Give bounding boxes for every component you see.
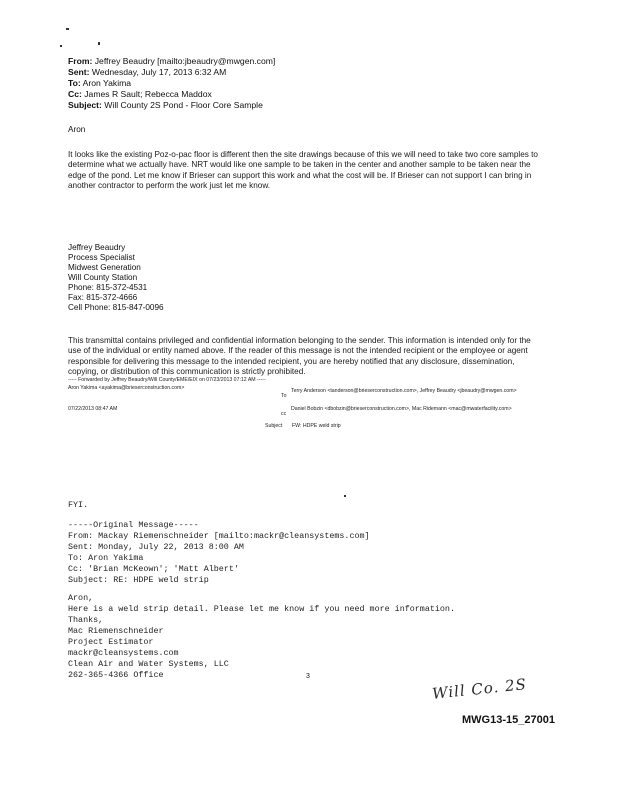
email-cc-row: [68, 89, 212, 99]
original-sig-company: Clean Air and Water Systems, LLC: [68, 659, 229, 669]
original-sig-title: Project Estimator: [68, 637, 154, 647]
page-number: 3: [306, 673, 310, 680]
original-greeting: Aron,: [68, 593, 94, 603]
forward-cc-label: cc: [281, 411, 287, 417]
forward-to-label: To: [281, 393, 287, 399]
email-cc-value: James R Sault; Rebecca Maddox: [84, 89, 212, 99]
signature-phone: Phone: 815-372-4531: [68, 283, 148, 292]
original-body: Here is a weld strip detail. Please let me know if you need more information.: [68, 604, 455, 614]
scan-speck: [98, 42, 100, 45]
scan-speck: [344, 495, 346, 497]
original-subject: Subject: RE: HDPE weld strip: [68, 575, 209, 585]
signature-cell: Cell Phone: 815-847-0096: [68, 303, 164, 312]
email-to-label: To:: [68, 78, 81, 88]
email-sent-value: Wednesday, July 17, 2013 6:32 AM: [91, 67, 227, 77]
original-cc: Cc: 'Brian McKeown'; 'Matt Albert': [68, 564, 239, 574]
original-from: From: Mackay Riemenschneider [mailto:mackr@cleansystems.com]: [68, 531, 370, 541]
email-from-row: [68, 56, 275, 66]
email-cc-label: Cc:: [68, 89, 82, 99]
scan-speck: [66, 28, 69, 30]
forward-line: ----- Forwarded by Jeffrey Beaudry/Will County/EME/EIX on 07/23/2013 07:12 AM -----: [68, 377, 266, 383]
email-body: It looks like the existing Poz-o-pac floor is different then the site drawings because of this we will need to take two core samples to determine what we actually have. NRT would like one sample to be taken in the center and another sample to be taken near the edge of the pond. Let me know if Brieser can support this work and what the cost will be. If Brieser can not support I can bring in another contractor to perform the work just let me know.: [68, 150, 538, 191]
original-sig-email: mackr@cleansystems.com: [68, 648, 179, 658]
forward-subject-value: FW: HDPE weld strip: [292, 423, 341, 429]
email-subject-row: [68, 100, 263, 110]
email-sent-label: Sent:: [68, 67, 90, 77]
scan-speck: [60, 45, 62, 47]
signature-fax: Fax: 815-372-4666: [68, 293, 138, 302]
signature-company: Midwest Generation: [68, 263, 141, 272]
original-sig-phone: 262-365-4366 Office: [68, 670, 164, 680]
email-greeting: Aron: [68, 125, 86, 134]
original-sent: Sent: Monday, July 22, 2013 8:00 AM: [68, 542, 244, 552]
signature-name: Jeffrey Beaudry: [68, 243, 126, 252]
email-subject-value: Will County 2S Pond - Floor Core Sample: [104, 100, 263, 110]
signature-station: Will County Station: [68, 273, 138, 282]
forward-date: 07/22/2013 08:47 AM: [68, 406, 118, 412]
email-to-value: Aron Yakima: [82, 78, 132, 88]
original-message-divider: -----Original Message-----: [68, 520, 199, 530]
forward-subject-label: Subject: [265, 423, 283, 429]
handwritten-note: Will Co. 2S: [431, 675, 528, 703]
forward-to-value: Terry Anderson <tanderson@brieserconstruction.com>, Jeffrey Beaudry <jbeaudry@mwgen.com>: [291, 388, 517, 394]
confidentiality-disclaimer: This transmittal contains privileged and confidential information belonging to the sender. This information is intended only for the use of the individual or entity named above. If the reader of this message is not the intended recipient or the employee or agent responsible for delivering this message to the intended recipient, you are hereby notified that any disclosure, dissemination, copying, or distribution of this communication is strictly prohibited.: [68, 336, 531, 377]
fyi-line: FYI.: [68, 500, 89, 510]
forward-sender: Aron Yakima <ayakima@brieserconstruction.com>: [68, 385, 185, 391]
forward-cc-value: Daniel Bobzin <dbobzin@brieserconstruction.com>, Mac Ridemann <mac@mwaterfacility.com>: [291, 406, 512, 412]
original-sig-name: Mac Riemenschneider: [68, 626, 164, 636]
signature-title: Process Specialist: [68, 253, 135, 262]
original-thanks: Thanks,: [68, 615, 104, 625]
original-to: To: Aron Yakima: [68, 553, 144, 563]
email-sent-row: [68, 67, 226, 77]
email-to-row: [68, 78, 131, 88]
email-subject-label: Subject:: [68, 100, 102, 110]
email-from-value: Jeffrey Beaudry [mailto:jbeaudry@mwgen.com]: [94, 56, 276, 66]
email-from-label: From:: [68, 56, 93, 66]
bates-number: MWG13-15_27001: [462, 714, 555, 726]
